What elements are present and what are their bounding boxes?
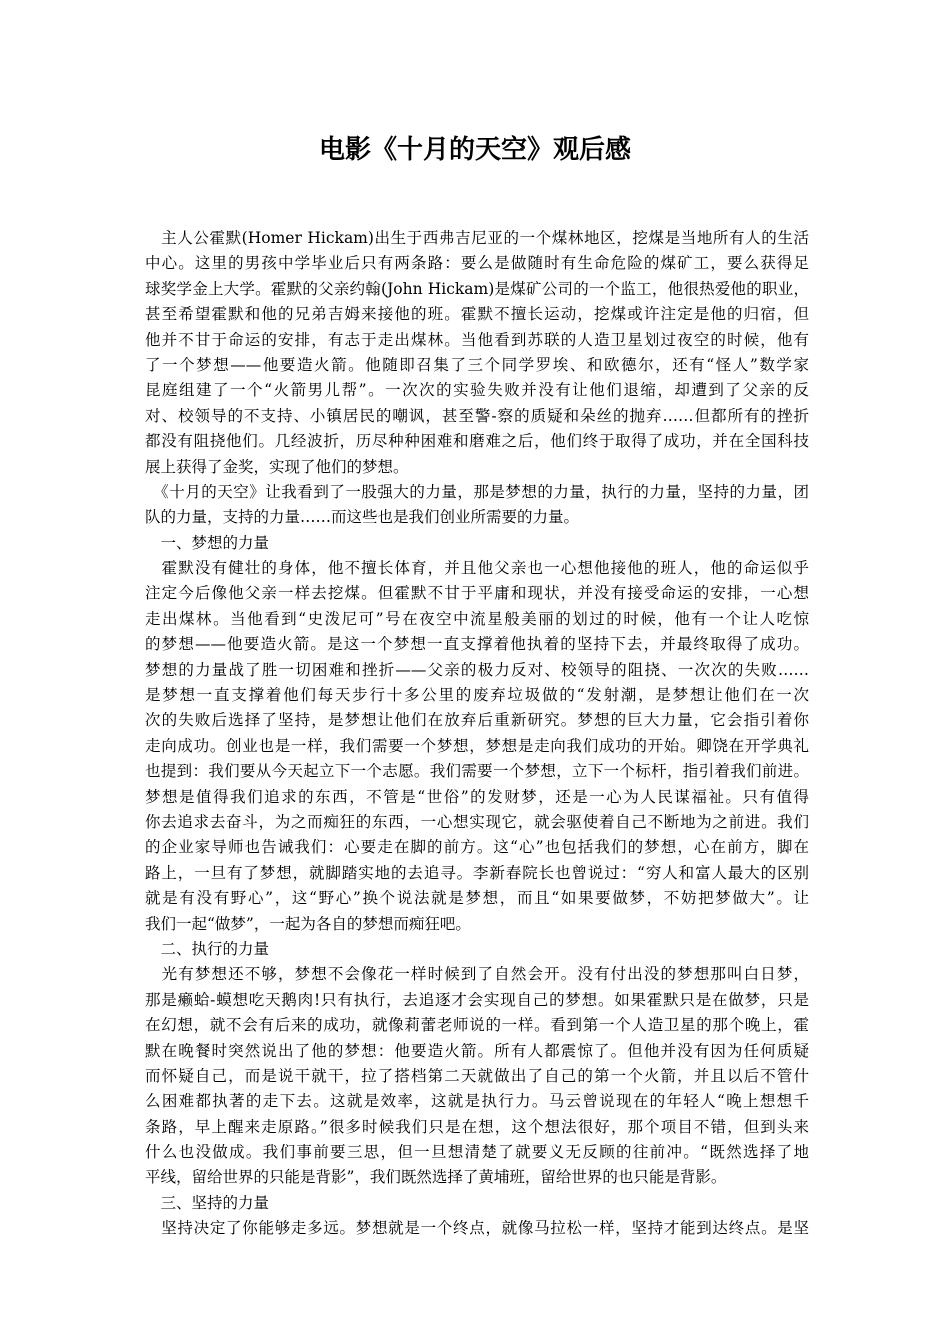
text-line: 的梦想——他要造火箭。是这一个梦想一直支撑着他执着的坚持下去，并最终取得了成功。 (145, 635, 809, 654)
text-line: 在幻想，就不会有后来的成功，就像莉蕾老师说的一样。看到第一个人造卫星的那个晚上，霍 (145, 1016, 809, 1035)
text-line: 坚持决定了你能够走多远。梦想就是一个终点，就像马拉松一样，坚持才能到达终点。是坚 (145, 1219, 809, 1238)
text-line: 《十月的天空》让我看到了一股强大的力量，那是梦想的力量，执行的力量，坚持的力量，团 (145, 482, 809, 501)
text-line: 而怀疑自己，而是说干就干，拉了搭档第二天就做出了自己的第一个火箭，并且以后不管什 (145, 1066, 809, 1085)
text-line: 次的失败后选择了坚持，是梦想让他们在放弃后重新研究。梦想的巨大力量，它会指引着你 (145, 711, 809, 730)
text-line: 那是癞蛤-蟆想吃天鹅肉!只有执行，去追逐才会实现自己的梦想。如果霍默只是在做梦，只是 (145, 990, 809, 1009)
text-line: 是梦想一直支撑着他们每天步行十多公里的废弃垃圾做的“发射潮，是梦想让他们在一次 (145, 686, 809, 705)
text-line: 默在晚餐时突然说出了他的梦想：他要造火箭。所有人都震惊了。但他并没有因为任何质疑 (145, 1041, 809, 1060)
text-line: 么困难都执著的走下去。这就是效率，这就是执行力。马云曾说现在的年轻人“晚上想想千 (145, 1092, 809, 1111)
text-line: 三、坚持的力量 (145, 1193, 270, 1212)
text-line: 走向成功。创业也是一样，我们需要一个梦想，梦想是走向我们成功的开始。卿饶在开学典礼 (145, 736, 809, 755)
document-body (145, 226, 809, 1242)
text-line: 走出煤林。当他看到“史泼尼可”号在夜空中流星般美丽的划过的时候，他有一个让人吃惊 (145, 609, 809, 628)
text-line: 也提到：我们要从今天起立下一个志愿。我们需要一个梦想，立下一个标杆，指引着我们前进。 (145, 762, 809, 781)
text-line: 梦想的力量战了胜一切困难和挫折——父亲的极力反对、校领导的阻挠、一次次的失败…… (145, 660, 809, 679)
text-line: 什么也没做成。我们事前要三思，但一旦想清楚了就要义无反顾的往前冲。“既然选择了地 (145, 1143, 809, 1162)
text-line: 条路，早上醒来走原路。”很多时候我们只是在想，这个想法很好，那个项目不错，但到头来 (145, 1117, 809, 1136)
text-line: 梦想是值得我们追求的东西，不管是“世俗”的发财梦，还是一心为人民谋福祉。只有值得 (145, 787, 809, 806)
text-line: 都没有阻挠他们。几经波折，历尽种种困难和磨难之后，他们终于取得了成功，并在全国科技 (145, 432, 809, 451)
text-line: 霍默没有健壮的身体，他不擅长体育，并且他父亲也一心想他接他的班人，他的命运似乎 (145, 559, 809, 578)
text-line: 球奖学金上大学。霍默的父亲约翰(John Hickam)是煤矿公司的一个监工，他很热爱他的职业， (145, 279, 809, 298)
text-line: 一、梦想的力量 (145, 533, 270, 552)
text-line: 你去追求去奋斗，为之而痴狂的东西，一心想实现它，就会驱使着自己不断地为之前进。我们 (145, 812, 809, 831)
text-line: 队的力量，支持的力量……而这些也是我们创业所需要的力量。 (145, 508, 580, 527)
text-line: 他并不甘于命运的安排，有志于走出煤林。当他看到苏联的人造卫星划过夜空的时候，他有 (145, 330, 809, 349)
text-line: 昆庭组建了一个“火箭男儿帮”。一次次的实验失败并没有让他们退缩，却遭到了父亲的反 (145, 381, 809, 400)
text-line: 注定今后像他父亲一样去挖煤。但霍默不甘于平庸和现状，并没有接受命运的安排，一心想 (145, 584, 809, 603)
text-line: 就是有没有野心”，这“野心”换个说法就是梦想，而且“如果要做梦，不妨把梦做大”。让 (145, 889, 809, 908)
text-line: 中心。这里的男孩中学毕业后只有两条路：要么是做随时有生命危险的煤矿工，要么获得足 (145, 254, 809, 273)
text-line: 二、执行的力量 (145, 939, 270, 958)
text-line: 甚至希望霍默和他的兄弟吉姆来接他的班。霍默不擅长运动，挖煤或许注定是他的归宿，但 (145, 305, 809, 324)
text-line: 光有梦想还不够，梦想不会像花一样时候到了自然会开。没有付出没的梦想那叫白日梦， (145, 965, 809, 984)
text-line: 了一个梦想——他要造火箭。他随即召集了三个同学罗埃、和欧德尔，还有“怪人”数学家 (145, 355, 809, 374)
text-line: 我们一起“做梦”，一起为各自的梦想而痴狂吧。 (145, 914, 471, 933)
text-line: 路上，一旦有了梦想，就脚踏实地的去追寻。李新春院长也曾说过：“穷人和富人最大的区别 (145, 863, 809, 882)
text-line: 的企业家导师也告诫我们：心要走在脚的前方。这“心”也包括我们的梦想，心在前方，脚在 (145, 838, 809, 857)
text-line: 平线，留给世界的只能是背影”，我们既然选择了黄埔班，留给世界的也只能是背影。 (145, 1168, 727, 1187)
document-title: 电影《十月的天空》观后感 (318, 135, 631, 165)
text-line: 对、校领导的不支持、小镇居民的嘲讽，甚至警-察的质疑和朵丝的抛弃……但都所有的挫折 (145, 406, 809, 425)
text-line: 主人公霍默(Homer Hickam)出生于西弗吉尼亚的一个煤林地区，挖煤是当地所有人的生活 (145, 229, 809, 247)
text-line: 展上获得了金奖，实现了他们的梦想。 (145, 457, 409, 476)
